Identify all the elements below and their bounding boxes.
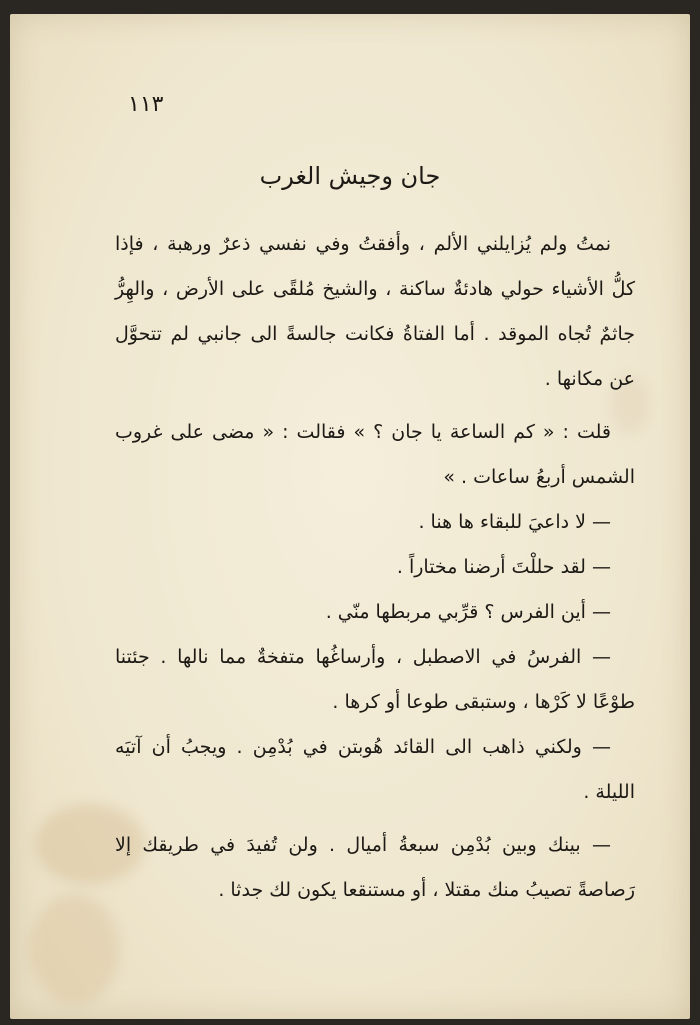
paper-stain	[30, 894, 120, 1004]
page-number: ١١٣	[128, 92, 164, 117]
book-page	[10, 14, 690, 1019]
chapter-title: جان وجيش الغرب	[259, 162, 441, 190]
dialogue-line: — لقد حللْتَ أرضنا مختاراً .	[396, 556, 611, 578]
paragraph: نمتُ ولم يُزايلني الألم ، وأفقتُ وفي نفسي ذعرٌ ورهبة ، فإذا كلُّ الأشياء حولي هادئةٌ ساكنة ، والشيخ مُلقًى على الأرض ، والهِرُّ جاثمٌ تُجاه الموقد . أما الفتاةُ فكانت جالسةً الى جانبي لم تتحوَّل عن مكانها .	[115, 233, 635, 390]
dialogue-line: — أين الفرس ؟ قرِّبي مربطها منّي .	[325, 601, 611, 623]
body-text	[115, 222, 635, 913]
dialogue-line: — ولكني ذاهب الى القائد هُوبتن في بُدْمِن . ويجبُ أن آتيَه الليلة .	[115, 736, 635, 803]
dialogue-line: — بينك وبين بُدْمِن سبعةُ أميال . ولن تُفيدَ في طريقك إلا رَصاصةً تصيبُ منك مقتلا ، أو مستنقعا يكون لك جدثا .	[115, 834, 635, 901]
dialogue-line: — الفرسُ في الاصطبل ، وأرساغُها متفخةٌ مما نالها . جئتنا طوْعًا لا كَرْها ، وستبقى طوعا أو كرها .	[115, 646, 635, 713]
dialogue-line: — لا داعيَ للبقاء ها هنا .	[418, 511, 611, 533]
paragraph: قلت : « كم الساعة يا جان ؟ » فقالت : « مضى على غروب الشمس أربعُ ساعات . »	[115, 421, 635, 488]
